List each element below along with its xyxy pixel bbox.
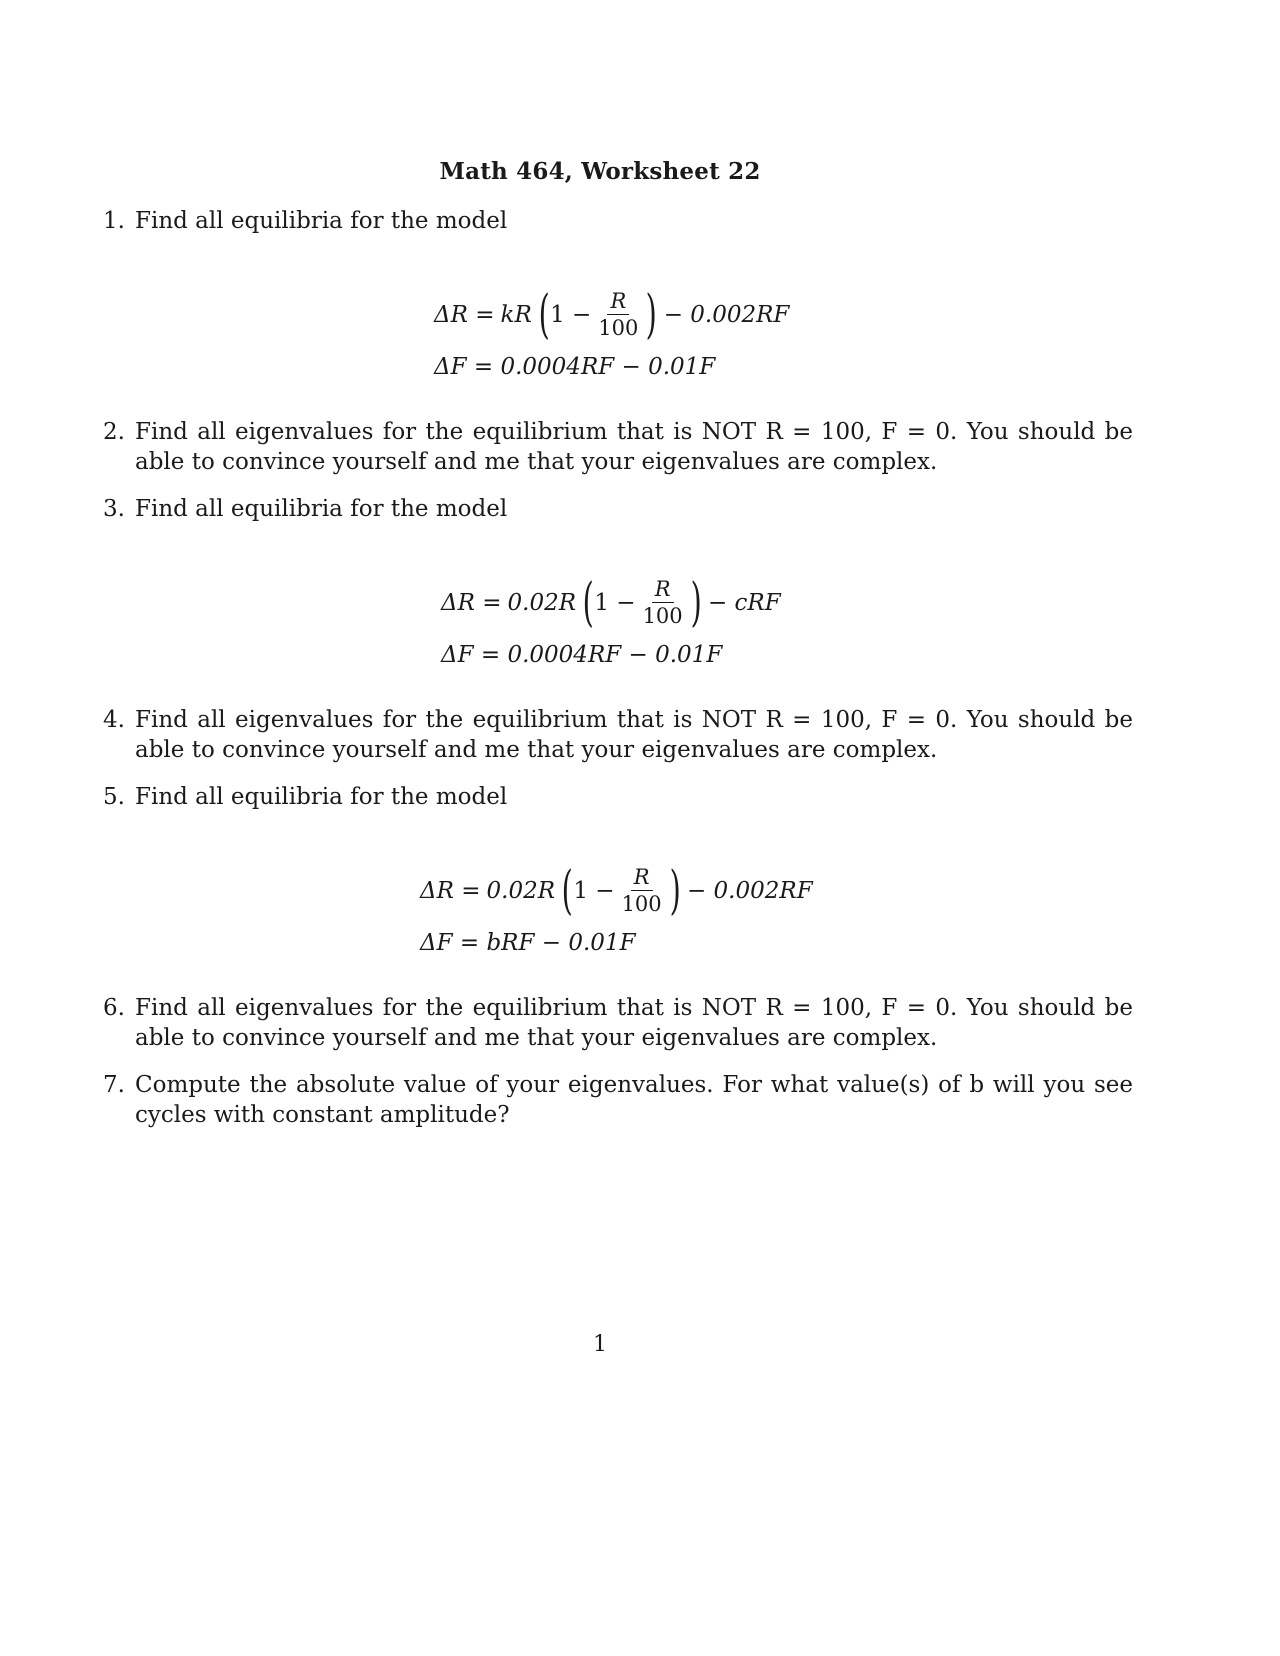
problem-text: Find all equilibria for the model [135,784,508,810]
problem-5 [103,782,1133,812]
problem-number: 6. [103,995,125,1021]
problem-text: Find all equilibria for the model [135,208,508,234]
problem-number: 3. [103,496,125,522]
equation-r-line [420,860,813,921]
problem-2 [103,417,1133,477]
problem-number: 5. [103,784,125,810]
left-paren: ( [561,860,573,921]
fraction [619,864,665,917]
equation-f-line: ΔF = 0.0004RF − 0.01F [441,642,723,668]
fraction [640,576,686,629]
equation-r-line [441,572,781,633]
problem-text: Find all eigenvalues for the equilibrium that is NOT R = 100, F = 0. You should be able to convince yourself and me that your eigenvalues are complex. [135,419,1133,475]
left-paren: ( [538,284,550,345]
equation-f-line: ΔF = 0.0004RF − 0.01F [434,354,716,380]
equation-lhs: ΔR = [420,877,481,904]
right-paren: ) [690,572,702,633]
fraction-numerator: R [652,576,674,603]
problem-text: Compute the absolute value of your eigenvalues. For what value(s) of b will you see cycles with constant amplitude? [135,1072,1133,1128]
problem-1 [103,206,1133,236]
problem-3 [103,494,1133,524]
equation-one-minus: 1 − [594,589,636,616]
equation-tail: − cRF [707,589,781,616]
fraction-denominator: 100 [598,316,639,340]
problem-6 [103,993,1133,1053]
equation-one-minus: 1 − [550,301,592,328]
right-paren: ) [645,284,658,345]
problem-7 [103,1070,1133,1130]
equation-lhs: ΔR = [441,589,502,616]
equation-one-minus: 1 − [573,877,615,904]
problem-text: Find all eigenvalues for the equilibrium that is NOT R = 100, F = 0. You should be able to convince yourself and me that your eigenvalues are complex. [135,995,1133,1051]
equation-coefficient: kR [500,301,532,328]
equation-lhs: ΔR = [434,301,495,328]
fraction-numerator: R [607,288,629,315]
left-paren: ( [582,572,594,633]
equation-f-line: ΔF = bRF − 0.01F [420,930,636,956]
fraction [595,288,641,341]
fraction-denominator: 100 [642,604,683,628]
problem-text: Find all eigenvalues for the equilibrium that is NOT R = 100, F = 0. You should be able to convince yourself and me that your eigenvalues are complex. [135,707,1133,763]
equation-coefficient: 0.02R [507,589,577,616]
fraction-numerator: R [631,864,653,891]
equation-tail: − 0.002RF [663,301,790,328]
equation-tail: − 0.002RF [686,877,813,904]
fraction-denominator: 100 [621,892,662,916]
right-paren: ) [669,860,681,921]
equation-coefficient: 0.02R [486,877,556,904]
page-title: Math 464, Worksheet 22 [439,158,761,185]
problem-number: 4. [103,707,125,733]
problem-text: Find all equilibria for the model [135,496,508,522]
equation-r-line [434,284,790,345]
page-number: 1 [593,1332,607,1357]
problem-number: 7. [103,1072,125,1098]
problem-number: 1. [103,208,125,234]
problem-4 [103,705,1133,765]
problem-number: 2. [103,419,125,445]
